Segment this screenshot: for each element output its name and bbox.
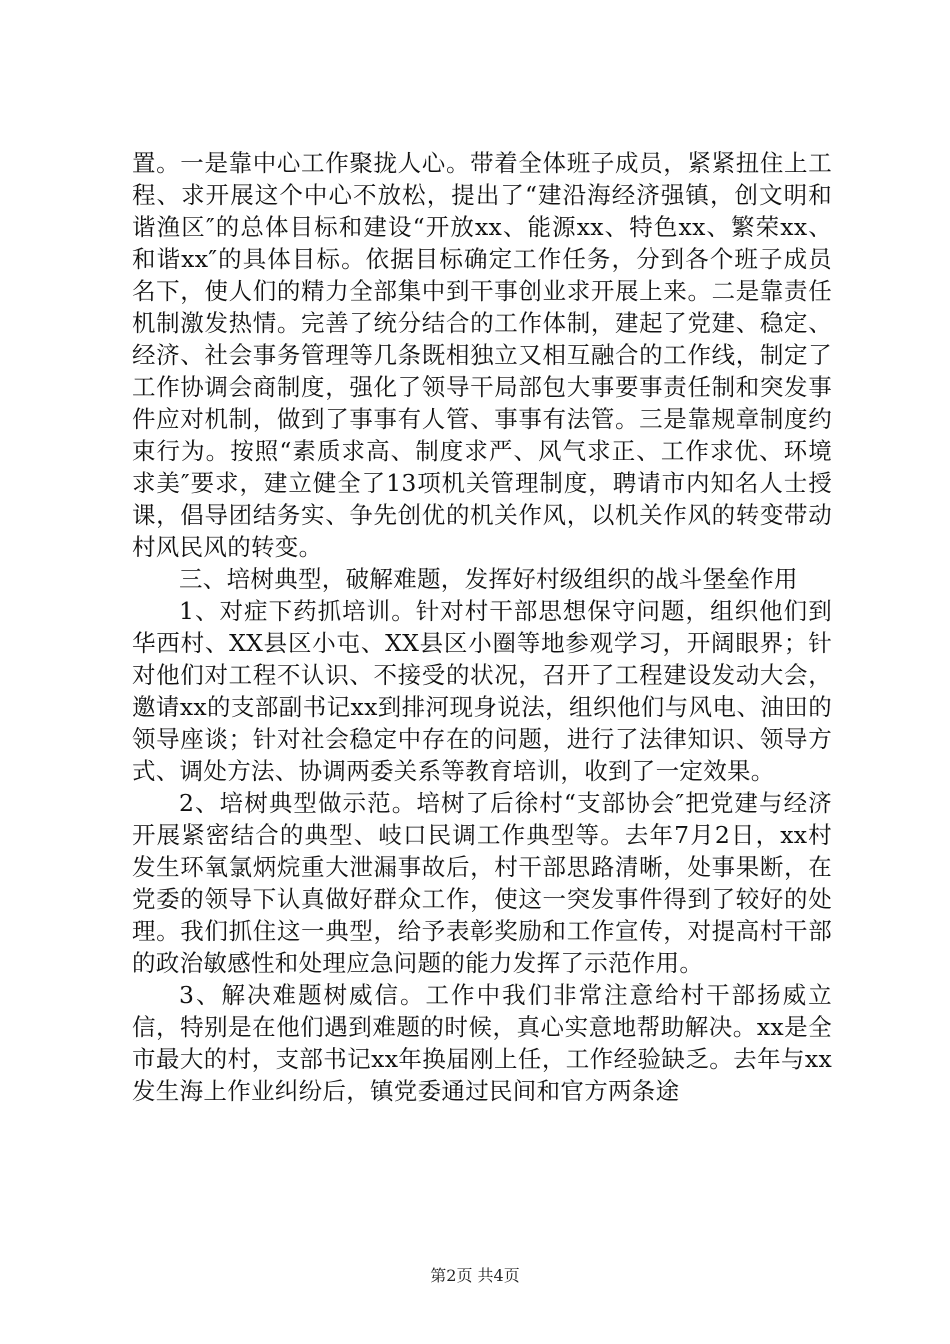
paragraph-1: 置。一是靠中心工作聚拢人心。带着全体班子成员，紧紧扭住上工程、求开展这个中心不放松，提出了“建沿海经济强镇，创文明和谐渔区″的总体目标和建设“开放xx、能源xx、特色xx、繁荣xx、和谐xx″的具体目标。依据目标确定工作任务，分到各个班子成员名下，使人们的精力全部集中到干事创业求开展上来。二是靠责任机制激发热情。完善了统分结合的工作体制，建起了党建、稳定、经济、社会事务管理等几条既相独立又相互融合的工作线，制定了工作协调会商制度，强化了领导干局部包大事要事责任制和突发事件应对机制，做到了事事有人管、事事有法管。三是靠规章制度约束行为。按照“素质求高、制度求严、风气求正、工作求优、环境求美″要求，建立健全了13项机关管理制度，聘请市内知名人士授课，倡导团结务实、争先创优的机关作风，以机关作风的转变带动村风民风的转变。 <box>132 149 832 561</box>
document-body <box>132 147 832 1107</box>
paragraph-problems: 3、解决难题树威信。工作中我们非常注意给村干部扬威立信，特别是在他们遇到难题的时候，真心实意地帮助解决。xx是全市最大的村，支部书记xx年换届刚上任，工作经验缺乏。去年与xx发生海上作业纠纷后，镇党委通过民间和官方两条途 <box>132 981 832 1105</box>
section-heading-3: 三、培树典型，破解难题，发挥好村级组织的战斗堡垒作用 <box>179 565 798 593</box>
paragraph-training: 1、对症下药抓培训。针对村干部思想保守问题，组织他们到华西村、XX县区小屯、XX县区小圈等地参观学习，开阔眼界；针对他们对工程不认识、不接受的状况，召开了工程建设发动大会，邀请xx的支部副书记xx到排河现身说法，组织他们与风电、油田的领导座谈；针对社会稳定中存在的问题，进行了法律知识、领导方式、调处方法、协调两委关系等教育培训，收到了一定效果。 <box>132 597 832 785</box>
page-footer: 第2页 共4页 <box>430 1266 520 1285</box>
paragraph-model: 2、培树典型做示范。培树了后徐村“支部协会″把党建与经济开展紧密结合的典型、岐口民调工作典型等。去年7月2日，xx村发生环氧氯炳烷重大泄漏事故后，村干部思路清晰，处事果断，在党委的领导下认真做好群众工作，使这一突发事件得到了较好的处理。我们抓住这一典型，给予表彰奖励和工作宣传，对提高村干部的政治敏感性和处理应急问题的能力发挥了示范作用。 <box>132 789 832 977</box>
